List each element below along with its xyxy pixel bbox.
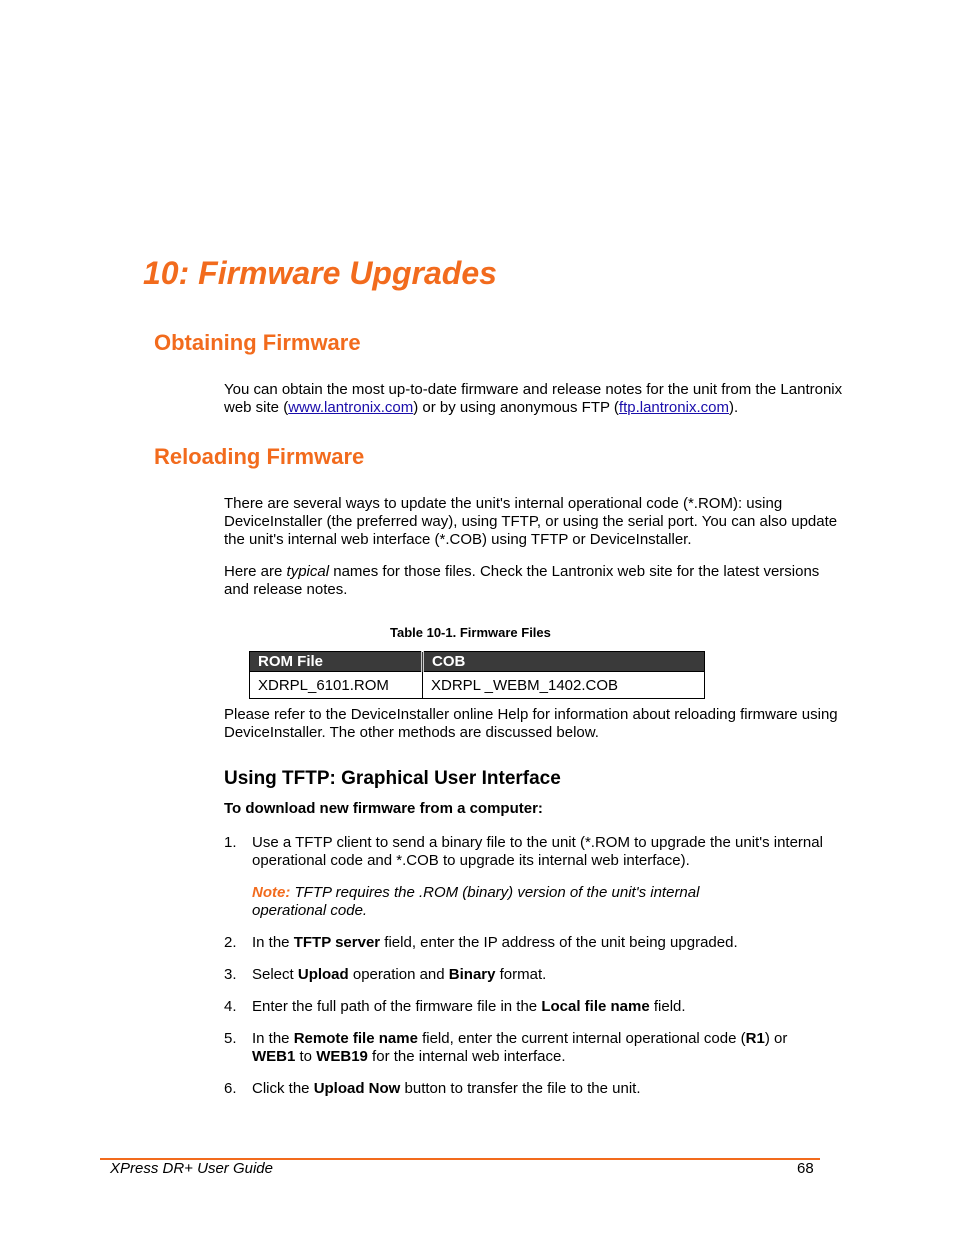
footer-document-title: XPress DR+ User Guide <box>110 1160 273 1177</box>
table-caption: Table 10-1. Firmware Files <box>390 625 551 640</box>
heading-using-tftp: Using TFTP: Graphical User Interface <box>224 768 561 789</box>
text: ). <box>728 399 739 416</box>
text: button to transfer the file to the unit. <box>400 1080 641 1097</box>
note-text: TFTP requires the .ROM (binary) version of the unit's internal operational code. <box>252 884 700 919</box>
table-row <box>250 672 705 699</box>
paragraph-obtaining <box>224 381 844 417</box>
paragraph-reloading-3 <box>224 706 844 742</box>
table-cell-rom: XDRPL_6101.ROM <box>250 672 423 699</box>
step-number: 5. <box>224 1030 237 1047</box>
lantronix-web-link[interactable]: www.lantronix.com <box>288 399 414 416</box>
step-3 <box>224 966 824 984</box>
footer-page-number: 68 <box>797 1160 814 1177</box>
text: Click the <box>252 1080 314 1097</box>
lantronix-ftp-link[interactable]: ftp.lantronix.com <box>618 399 729 416</box>
ui-term-remote-file-name: Remote file name <box>293 1030 418 1047</box>
text: Please refer to the DeviceInstaller online Help for information about reloading firmware using DeviceInstaller. The other methods are discussed below. <box>224 706 838 741</box>
step-text: Use a TFTP client to send a binary file to the unit (*.ROM to upgrade the unit's internal operational code and *.COB to upgrade its internal web interface). <box>252 834 823 869</box>
text: In the <box>252 934 294 951</box>
emphasis-typical: typical <box>286 563 330 580</box>
step-number: 2. <box>224 934 237 951</box>
paragraph-reloading-2 <box>224 563 844 599</box>
ui-term-binary: Binary <box>448 966 496 983</box>
ui-term-r1: R1 <box>745 1030 765 1047</box>
text: ) or by using anonymous FTP ( <box>413 399 619 416</box>
ui-term-tftp-server: TFTP server <box>293 934 381 951</box>
text: operation and <box>348 966 449 983</box>
step-number: 3. <box>224 966 237 983</box>
text: Here are <box>224 563 287 580</box>
procedure-lead: To download new firmware from a computer: <box>224 800 543 817</box>
text: There are several ways to update the unit's internal operational code (*.ROM): using DeviceInstaller (the preferred way), using TFTP, or using the serial port. You can also update the unit's internal web interface (*.COB) using TFTP or DeviceInstaller. <box>224 495 838 548</box>
step-1 <box>224 834 824 870</box>
text: field, enter the IP address of the unit being upgraded. <box>380 934 738 951</box>
table-cell-cob: XDRPL _WEBM_1402.COB <box>423 672 705 699</box>
paragraph-reloading-1 <box>224 495 844 549</box>
note-label: Note: <box>252 884 291 901</box>
step-6 <box>224 1080 824 1098</box>
column-header-rom-file: ROM File <box>250 652 423 672</box>
ui-term-upload-now: Upload Now <box>313 1080 401 1097</box>
text: Select <box>252 966 298 983</box>
text: Enter the full path of the firmware file in the <box>252 998 542 1015</box>
ui-term-local-file-name: Local file name <box>541 998 650 1015</box>
ui-term-upload: Upload <box>297 966 349 983</box>
step-number: 6. <box>224 1080 237 1097</box>
text: for the internal web interface. <box>367 1048 566 1065</box>
text: ) or <box>764 1030 788 1047</box>
step-2 <box>224 934 824 952</box>
text: format. <box>495 966 547 983</box>
heading-reloading-firmware: Reloading Firmware <box>154 444 365 469</box>
note <box>252 884 772 920</box>
ui-term-web1: WEB1 <box>252 1048 296 1065</box>
step-number: 1. <box>224 834 237 851</box>
text: names for those files. Check the Lantronix web site for the latest versions and release notes. <box>224 563 820 598</box>
chapter-title: 10: Firmware Upgrades <box>143 255 497 291</box>
text: field. <box>649 998 686 1015</box>
text: In the <box>252 1030 294 1047</box>
table-header-row <box>250 652 705 672</box>
text: You can obtain the most up-to-date firmware and release notes for the unit from the Lantronix web site ( <box>224 381 843 416</box>
step-number: 4. <box>224 998 237 1015</box>
text: to <box>295 1048 317 1065</box>
step-4 <box>224 998 824 1016</box>
heading-obtaining-firmware: Obtaining Firmware <box>154 330 361 355</box>
step-5 <box>224 1030 824 1066</box>
column-header-cob: COB <box>423 652 705 672</box>
ui-term-web19: WEB19 <box>316 1048 368 1065</box>
firmware-files-table <box>249 651 705 699</box>
text: field, enter the current internal operational code ( <box>417 1030 746 1047</box>
